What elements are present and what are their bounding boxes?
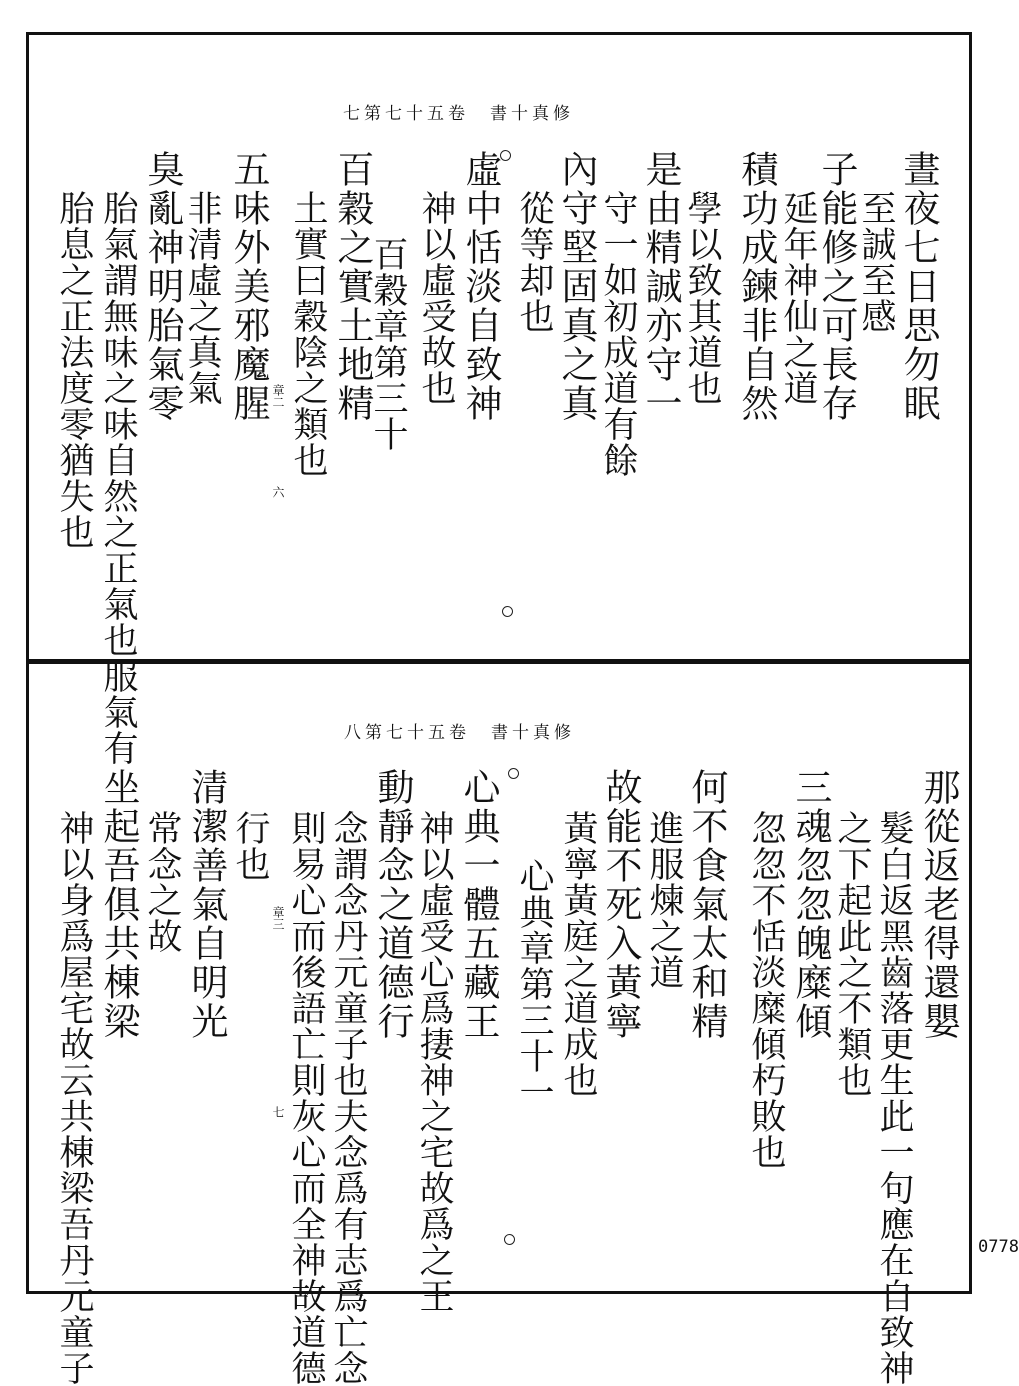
- top-col-8: 守一如初成道有餘: [598, 190, 638, 478]
- bottom-col-3: 之下起此之不類也: [832, 810, 872, 1098]
- bottom-page-header: 八第七十五卷 書十真修: [344, 723, 575, 743]
- bottom-small-mark-1: 章三: [271, 906, 285, 930]
- bottom-col-2: 髮白返黑齒落更生此一句應在自致神: [874, 810, 914, 1386]
- top-col-6: 學以致其道也: [682, 190, 722, 406]
- top-col-5: 積功成鍊非自然: [735, 150, 778, 423]
- top-col-2: 至誠至感: [856, 190, 896, 334]
- bottom-small-mark-2: 七: [271, 1106, 285, 1118]
- bottom-col-19: 坐起吾俱共棟梁: [97, 768, 140, 1041]
- bottom-col-6: 何不食氣太和精: [685, 768, 728, 1041]
- bottom-col-17: 清潔善氣自明光: [185, 768, 228, 1041]
- top-col-10: 從等却也: [514, 190, 554, 334]
- bottom-col-9: 黃寧黃庭之道成也: [558, 810, 598, 1098]
- top-col-16: 五味外美邪魔腥: [227, 150, 270, 423]
- bottom-col-11: 心典一體五藏王: [457, 768, 500, 1041]
- bottom-col-8: 故能不死入黃寧: [599, 768, 642, 1041]
- bottom-circle-mark-1: [508, 768, 519, 779]
- top-circle-mark-1: [500, 150, 511, 161]
- top-col-19: 胎氣謂無味之味自然之正氣也服氣有: [98, 190, 138, 766]
- top-col-9: 內守堅固真之真: [555, 150, 598, 423]
- top-circle-mark-2: [502, 606, 513, 617]
- bottom-col-18: 常念之故: [142, 810, 182, 954]
- bottom-col-12: 神以虛受心爲捿神之宅故爲之王: [414, 810, 454, 1314]
- bottom-col-7: 進服煉之道: [644, 810, 684, 990]
- bottom-circle-mark-2: [504, 1234, 515, 1245]
- top-small-mark-2: 六: [271, 486, 285, 498]
- top-col-7: 是由精誠亦守一: [639, 150, 682, 423]
- bottom-col-16: 行也: [230, 810, 270, 882]
- bottom-col-13: 動靜念之道德行: [371, 768, 414, 1041]
- top-col-11: 虛中恬淡自致神: [459, 150, 502, 423]
- top-small-mark-1: 章二: [271, 384, 285, 408]
- top-col-3: 子能修之可長存: [815, 150, 858, 423]
- bottom-col-5: 忽忽不恬淡糜傾朽敗也: [746, 810, 786, 1170]
- top-col-20: 胎息之正法度零猶失也: [54, 190, 94, 550]
- top-col-14: 百穀之實土地精: [331, 150, 374, 423]
- bottom-col-4: 三魂忽忽魄糜傾: [789, 768, 832, 1041]
- top-col-17: 非清虛之真氣: [182, 190, 222, 406]
- page-number: 0778: [978, 1237, 1019, 1257]
- page-divider: [26, 659, 972, 664]
- bottom-col-15: 則易心而後語亡則灰心而全神故道德: [286, 810, 326, 1386]
- top-page-header: 七第七十五卷 書十真修: [343, 104, 574, 124]
- bottom-col-20: 神以身爲屋宅故云共棟梁吾丹元童子: [54, 810, 94, 1386]
- top-col-4: 延年神仙之道: [778, 190, 818, 406]
- top-col-1: 晝夜七日思勿眠: [897, 150, 940, 423]
- bottom-col-14: 念謂念丹元童子也夫念爲有志爲亡念: [328, 810, 368, 1386]
- top-col-12: 神以虛受故也: [416, 190, 456, 406]
- bottom-col-1: 那從返老得還嬰: [917, 768, 960, 1041]
- top-chapter-title: 百穀章第三十: [368, 236, 408, 452]
- top-col-15: 土實曰穀陰之類也: [288, 190, 328, 478]
- bottom-chapter-title: 心典章第三十一: [514, 858, 554, 1110]
- top-col-18: 臭亂神明胎氣零: [141, 150, 184, 423]
